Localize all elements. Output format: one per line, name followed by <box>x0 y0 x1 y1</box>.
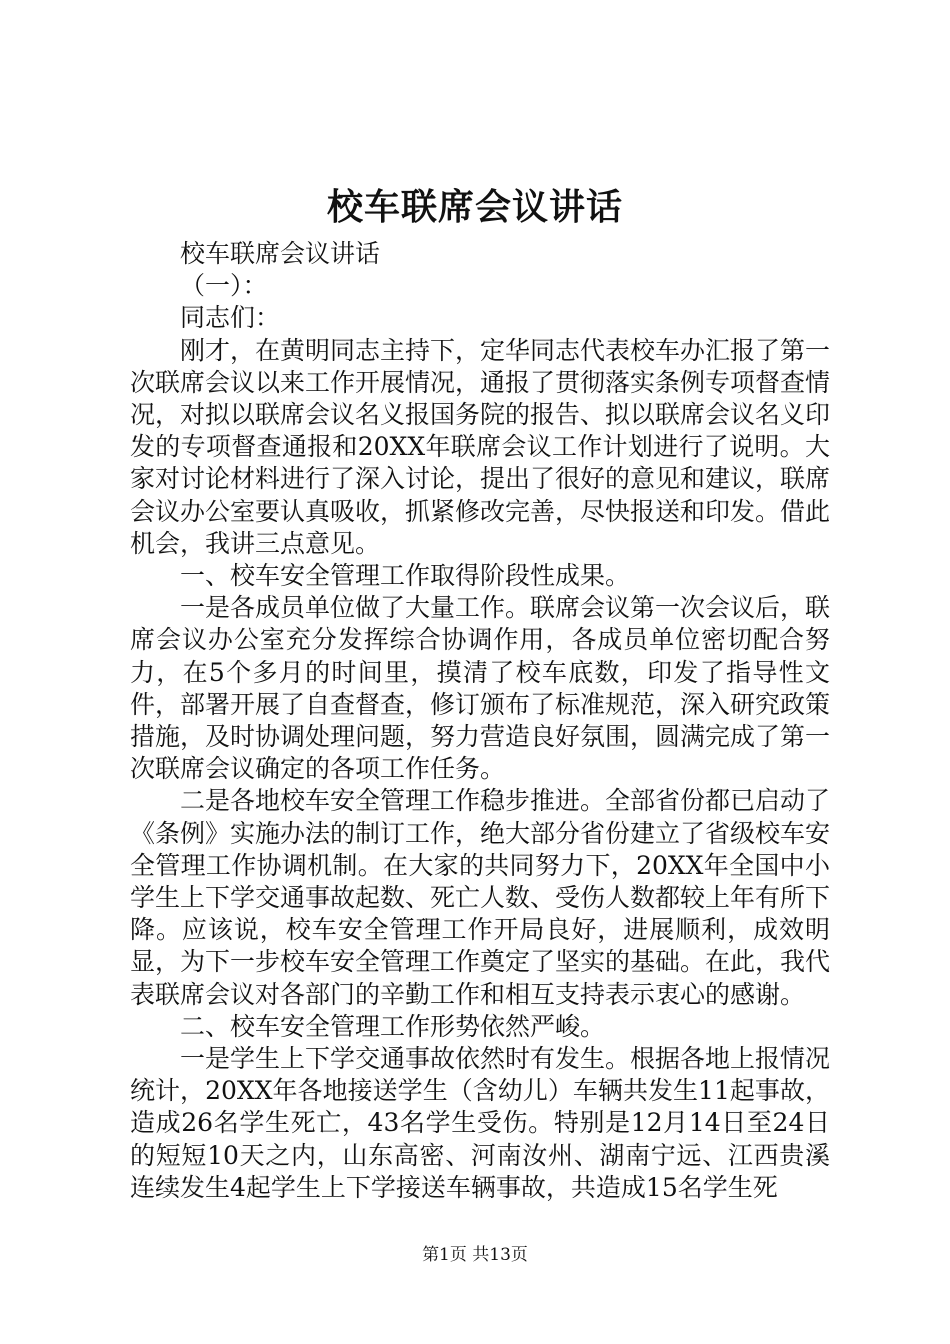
paragraph-section-number: （一）： <box>180 271 268 301</box>
section-heading-2: 二、校车安全管理工作形势依然严峻。 <box>180 1011 606 1041</box>
paragraph-intro: 刚才，在黄明同志主持下，定华同志代表校车办汇报了第一次联席会议以来工作开展情况，通报了贯彻落实条例专项督查情况，对拟以联席会议名义报国务院的报告、拟以联席会议名义印发的专项督查通报和20XX年联席会议工作计划进行了说明。大家对讨论材料进行了深入讨论，提出了很好的意见和建议，联席会议办公室要认真吸收，抓紧修改完善，尽快报送和印发。借此机会，我讲三点意见。 <box>130 335 831 558</box>
document-body <box>130 238 830 1204</box>
section-heading-1: 一、校车安全管理工作取得阶段性成果。 <box>180 561 631 591</box>
paragraph-subtitle: 校车联席会议讲话 <box>180 239 381 268</box>
paragraph-point-2-1: 一是学生上下学交通事故依然时有发生。根据各地上报情况统计，20XX年各地接送学生（含幼儿）车辆共发生11起事故，造成26名学生死亡，43名学生受伤。特别是12月14日至24日的短短10天之内，山东高密、河南汝州、湖南宁远、江西贵溪连续发生4起学生上下学接送车辆事故，共造成15名学生死 <box>130 1044 831 1202</box>
page-footer: 第1页 共13页 <box>422 1245 528 1265</box>
paragraph-point-1-1: 一是各成员单位做了大量工作。联席会议第一次会议后，联席会议办公室充分发挥综合协调作用，各成员单位密切配合努力，在5个多月的时间里，摸清了校车底数，印发了指导性文件，部署开展了自查督查，修订颁布了标准规范，深入研究政策措施，及时协调处理问题，努力营造良好氛围，圆满完成了第一次联席会议确定的各项工作任务。 <box>130 593 831 784</box>
document-title: 校车联席会议讲话 <box>326 186 623 228</box>
paragraph-point-1-2: 二是各地校车安全管理工作稳步推进。全部省份都已启动了《条例》实施办法的制订工作，绝大部分省份建立了省级校车安全管理工作协调机制。在大家的共同努力下，20XX年全国中小学生上下学交通事故起数、死亡人数、受伤人数都较上年有所下降。应该说，校车安全管理工作开局良好，进展顺利，成效明显，为下一步校车安全管理工作奠定了坚实的基础。在此，我代表联席会议对各部门的辛勤工作和相互支持表示衷心的感谢。 <box>130 786 831 1009</box>
paragraph-salutation: 同志们： <box>180 303 281 333</box>
